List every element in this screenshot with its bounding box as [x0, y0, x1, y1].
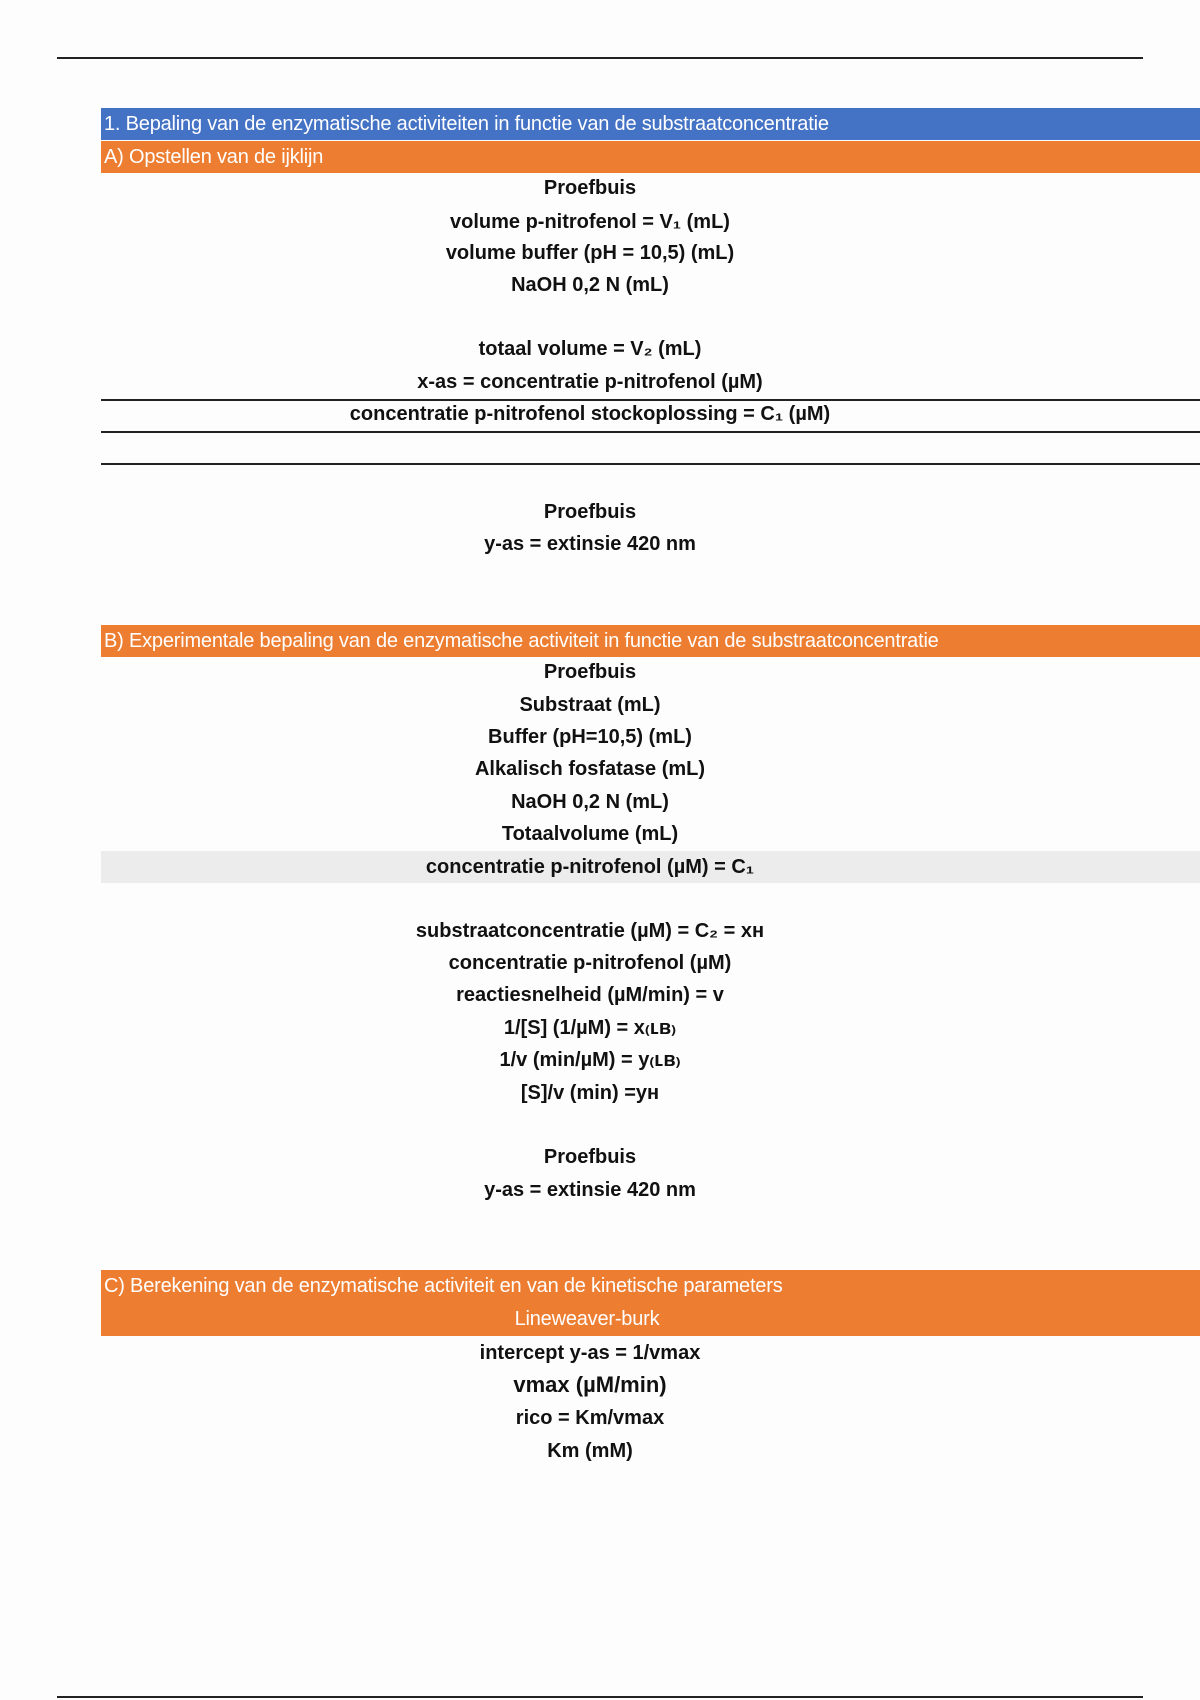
a-row-y-as: y-as = extinsie 420 nm	[484, 533, 696, 555]
section-c-subtitle: Lineweaver-burk	[514, 1308, 660, 1330]
section-a-header: A) Opstellen van de ijklijn	[101, 141, 1200, 173]
b-row-concentratie-nitrofenol: concentratie p-nitrofenol (µM)	[448, 952, 732, 974]
c-row-km: Km (mM)	[547, 1440, 633, 1462]
b-row-proefbuis-2: Proefbuis	[543, 1146, 637, 1168]
b-row-alkalisch-fosfatase: Alkalisch fosfatase (mL)	[474, 758, 706, 780]
a-row-volume-nitrofenol: volume p-nitrofenol = V₁ (mL)	[450, 211, 730, 233]
rule-3	[101, 463, 1200, 465]
b-row-totaalvolume: Totaalvolume (mL)	[501, 823, 679, 845]
b-row-proefbuis: Proefbuis	[543, 661, 637, 683]
b-row-naoh: NaOH 0,2 N (mL)	[511, 791, 669, 813]
b-row-reactiesnelheid: reactiesnelheid (µM/min) = v	[456, 984, 724, 1006]
section-1-header: 1. Bepaling van de enzymatische activiteiten in functie van de substraatconcentratie	[101, 108, 1200, 140]
b-row-substraatconcentratie: substraatconcentratie (µM) = C₂ = xʜ	[415, 920, 765, 942]
b-row-s-over-v: [S]/v (min) =yʜ	[520, 1082, 660, 1104]
rule-2	[101, 431, 1200, 433]
b-row-concentratie-c1: concentratie p-nitrofenol (µM) = C₁	[425, 856, 755, 878]
b-row-1-over-s: 1/[S] (1/µM) = x₍ʟʙ₎	[503, 1017, 677, 1039]
a-row-volume-buffer: volume buffer (pH = 10,5) (mL)	[445, 242, 735, 264]
section-b-header: B) Experimentale bepaling van de enzymatische activiteit in functie van de substraatconcentratie	[101, 625, 1200, 657]
b-row-substraat: Substraat (mL)	[519, 694, 661, 716]
a-row-naoh: NaOH 0,2 N (mL)	[511, 274, 669, 296]
a-row-x-as: x-as = concentratie p-nitrofenol (µM)	[417, 371, 763, 393]
a-row-proefbuis: Proefbuis	[543, 177, 637, 199]
c-row-rico: rico = Km/vmax	[515, 1407, 665, 1429]
section-c-title: C) Berekening van de enzymatische activiteit en van de kinetische parameters	[104, 1275, 783, 1297]
page-bottom-rule	[57, 1696, 1143, 1698]
c-row-vmax: vmax (µM/min)	[513, 1372, 667, 1397]
a-row-totaal-volume: totaal volume = V₂ (mL)	[478, 338, 702, 360]
a-row-proefbuis-2: Proefbuis	[543, 501, 637, 523]
section-c-header	[101, 1270, 1200, 1336]
b-row-concentratie-c1-bg	[101, 851, 1200, 883]
b-row-1-over-v: 1/v (min/µM) = y₍ʟʙ₎	[499, 1049, 681, 1071]
c-row-intercept: intercept y-as = 1/vmax	[479, 1342, 701, 1364]
b-row-y-as: y-as = extinsie 420 nm	[484, 1179, 696, 1201]
a-row-stockoplossing: concentratie p-nitrofenol stockoplossing = C₁ (µM)	[349, 403, 831, 425]
b-row-buffer: Buffer (pH=10,5) (mL)	[488, 726, 692, 748]
spreadsheet-area	[101, 0, 1200, 1700]
